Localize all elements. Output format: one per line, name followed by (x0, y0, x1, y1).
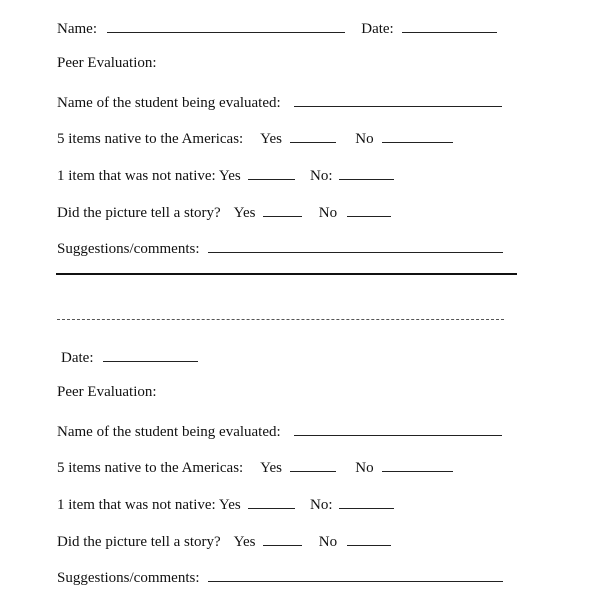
name-label: Name: (57, 21, 97, 37)
comments-row-2 (57, 567, 503, 587)
not-native-yes-field-2[interactable] (248, 494, 295, 509)
date-field[interactable] (402, 18, 497, 33)
not-native-no-label-2: No: (310, 497, 333, 513)
section-divider (56, 273, 517, 275)
student-name-label: Name of the student being evaluated: (57, 95, 281, 111)
peer-evaluation-heading: Peer Evaluation: (57, 55, 157, 71)
native-yes-label: Yes (260, 131, 282, 147)
peer-evaluation-heading-2: Peer Evaluation: (57, 384, 157, 400)
story-row (57, 202, 391, 222)
not-native-yes-field[interactable] (248, 165, 295, 180)
comments-row (57, 238, 503, 258)
native-items-label-2: 5 items native to the Americas: (57, 460, 244, 476)
story-no-label: No (318, 205, 338, 221)
story-no-field[interactable] (347, 202, 391, 217)
native-no-field-2[interactable] (382, 457, 453, 472)
date-label-2: Date: (61, 350, 94, 366)
student-name-field[interactable] (294, 92, 502, 107)
story-no-label-2: No (318, 534, 338, 550)
story-yes-field[interactable] (263, 202, 302, 217)
student-name-row-2 (57, 421, 502, 441)
date-field-2[interactable] (103, 347, 198, 362)
date-row-2 (61, 347, 198, 367)
story-row-2 (57, 531, 391, 551)
native-no-label-2: No (355, 460, 374, 476)
story-label: Did the picture tell a story? (57, 205, 221, 221)
not-native-row (57, 165, 394, 185)
native-yes-label-2: Yes (260, 460, 282, 476)
not-native-row-2 (57, 494, 394, 514)
not-native-label-2: 1 item that was not native: Yes (57, 497, 241, 513)
student-name-field-2[interactable] (294, 421, 502, 436)
not-native-no-field-2[interactable] (339, 494, 394, 509)
student-name-label-2: Name of the student being evaluated: (57, 424, 281, 440)
story-yes-label: Yes (233, 205, 256, 221)
native-items-row-2 (57, 457, 453, 477)
not-native-no-field[interactable] (339, 165, 394, 180)
story-yes-label-2: Yes (233, 534, 256, 550)
comments-label-2: Suggestions/comments: (57, 570, 200, 586)
story-yes-field-2[interactable] (263, 531, 302, 546)
date-label: Date: (361, 21, 394, 37)
cut-line (57, 319, 504, 320)
native-no-label: No (355, 131, 374, 147)
not-native-no-label: No: (310, 168, 333, 184)
student-name-row (57, 92, 502, 112)
native-yes-field-2[interactable] (290, 457, 336, 472)
comments-field-2[interactable] (208, 567, 503, 582)
native-items-label: 5 items native to the Americas: (57, 131, 244, 147)
name-field[interactable] (107, 18, 345, 33)
story-label-2: Did the picture tell a story? (57, 534, 221, 550)
native-items-row (57, 128, 453, 148)
native-no-field[interactable] (382, 128, 453, 143)
not-native-label: 1 item that was not native: Yes (57, 168, 241, 184)
comments-field[interactable] (208, 238, 503, 253)
story-no-field-2[interactable] (347, 531, 391, 546)
comments-label: Suggestions/comments: (57, 241, 200, 257)
native-yes-field[interactable] (290, 128, 336, 143)
name-date-row (57, 18, 497, 38)
